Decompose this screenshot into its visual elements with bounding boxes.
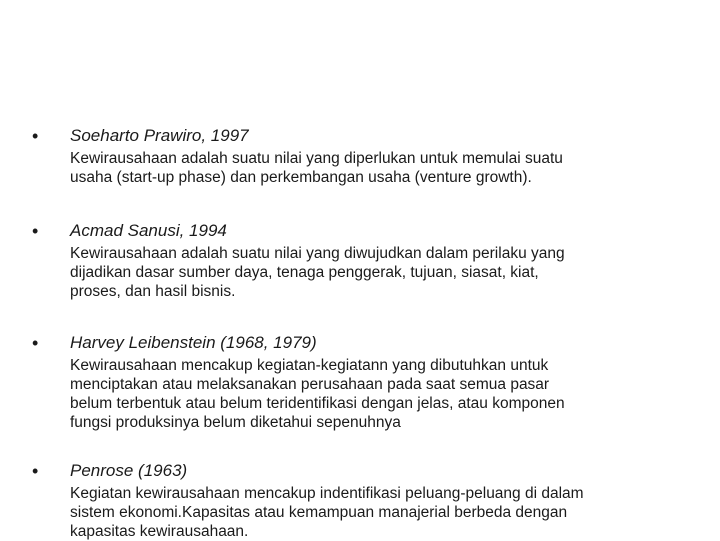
definition-line: belum terbentuk atau belum teridentifikasi dengan jelas, atau komponen: [70, 395, 565, 412]
definition-line: kapasitas kewirausahaan.: [70, 523, 249, 540]
definition-line: fungsi produksinya belum diketahui sepenuhnya: [70, 414, 401, 431]
bullet-icon: •: [32, 333, 39, 353]
bullet-icon: •: [32, 461, 39, 481]
definition-line: usaha (start-up phase) dan perkembangan usaha (venture growth).: [70, 169, 532, 186]
definition-text: [70, 356, 690, 432]
definition-line: Kewirausahaan mencakup kegiatan-kegiatann yang dibutuhkan untuk: [70, 357, 549, 374]
definition-text: [70, 484, 690, 541]
definition-line: menciptakan atau melaksanakan perusahaan pada saat semua pasar: [70, 376, 550, 393]
definition-author: Harvey Leibenstein (1968, 1979): [70, 333, 317, 352]
definition-line: sistem ekonomi.Kapasitas atau kemampuan manajerial berbeda dengan: [70, 504, 568, 521]
definition-author: Penrose (1963): [70, 461, 188, 480]
definition-author: Soeharto Prawiro, 1997: [70, 126, 249, 145]
definition-line: Kegiatan kewirausahaan mencakup indentifikasi peluang-peluang di dalam: [70, 485, 584, 502]
definition-author: Acmad Sanusi, 1994: [70, 221, 227, 240]
definition-line: Kewirausahaan adalah suatu nilai yang diwujudkan dalam perilaku yang: [70, 245, 565, 262]
definition-line: Kewirausahaan adalah suatu nilai yang diperlukan untuk memulai suatu: [70, 150, 563, 167]
bullet-icon: •: [32, 221, 39, 241]
bullet-icon: •: [32, 126, 39, 146]
definition-line: dijadikan dasar sumber daya, tenaga penggerak, tujuan, siasat, kiat,: [70, 264, 539, 281]
definition-text: [70, 149, 690, 187]
definition-text: [70, 244, 690, 301]
definition-line: proses, dan hasil bisnis.: [70, 283, 236, 300]
